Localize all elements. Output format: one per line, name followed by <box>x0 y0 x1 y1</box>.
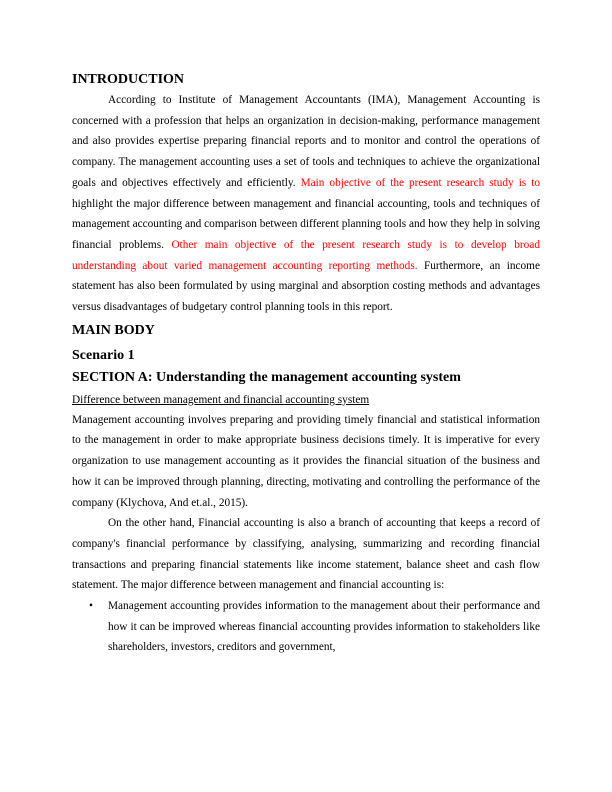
main-body-heading: MAIN BODY <box>72 322 155 338</box>
intro-text-1: According to Institute of Management Accountants (IMA), Management Accounting is concerned with a profession that helps an organization in decision-making, performance management and also provides expertise preparing financial reports and to monitor and control the operations of company. The management accounting uses a set of tools and techniques to achieve the organizational goals and objectives effectively and efficiently. <box>72 94 540 189</box>
introduction-paragraph <box>72 90 540 318</box>
bullet-text: Management accounting provides information to the management about their performance and how it can be improved whereas financial accounting provides information to stakeholders like shareholders, investors, creditors and government, <box>108 600 540 654</box>
introduction-heading: INTRODUCTION <box>72 72 185 87</box>
intro-highlight-1: Main objective of the present research study is to <box>300 176 541 189</box>
section-a-heading: SECTION A: Understanding the management accounting system <box>72 370 461 386</box>
intro-text-3: Furthermore, an income statement has also been formulated by using marginal and absorption costing methods and advantages versus disadvantages of budgetary control planning tools in this report. <box>72 259 540 314</box>
list-item <box>72 596 540 658</box>
difference-subheading: Difference between management and financial accounting system <box>72 393 370 406</box>
bullet-icon: • <box>89 600 93 613</box>
scenario-heading: Scenario 1 <box>72 347 135 363</box>
document-page <box>72 70 540 658</box>
intro-highlight-2: Other main objective of the present research study is to develop broad understanding about varied management accounting reporting methods. <box>72 238 540 272</box>
management-accounting-paragraph: Management accounting involves preparing and providing timely financial and statistical information to the management in order to make appropriate business decisions timely. It is imperative for every organization to use management accounting as it provides the financial situation of the business and how it can be improved through planning, directing, motivating and controlling the performance of the company (Klychova, And et.al., 2015). <box>72 413 540 509</box>
financial-accounting-paragraph: On the other hand, Financial accounting is also a branch of accounting that keeps a record of company's financial performance by classifying, analysing, summarizing and recording financial transactions and preparing financial statements like income statement, balance sheet and cash flow statement. The major difference between management and financial accounting is: <box>72 517 540 592</box>
difference-bullet-list <box>72 596 540 658</box>
intro-text-2: highlight the major difference between management and financial accounting, tools and techniques of management accounting and comparison between different planning tools and how they help in solving financial problems. <box>72 197 540 251</box>
